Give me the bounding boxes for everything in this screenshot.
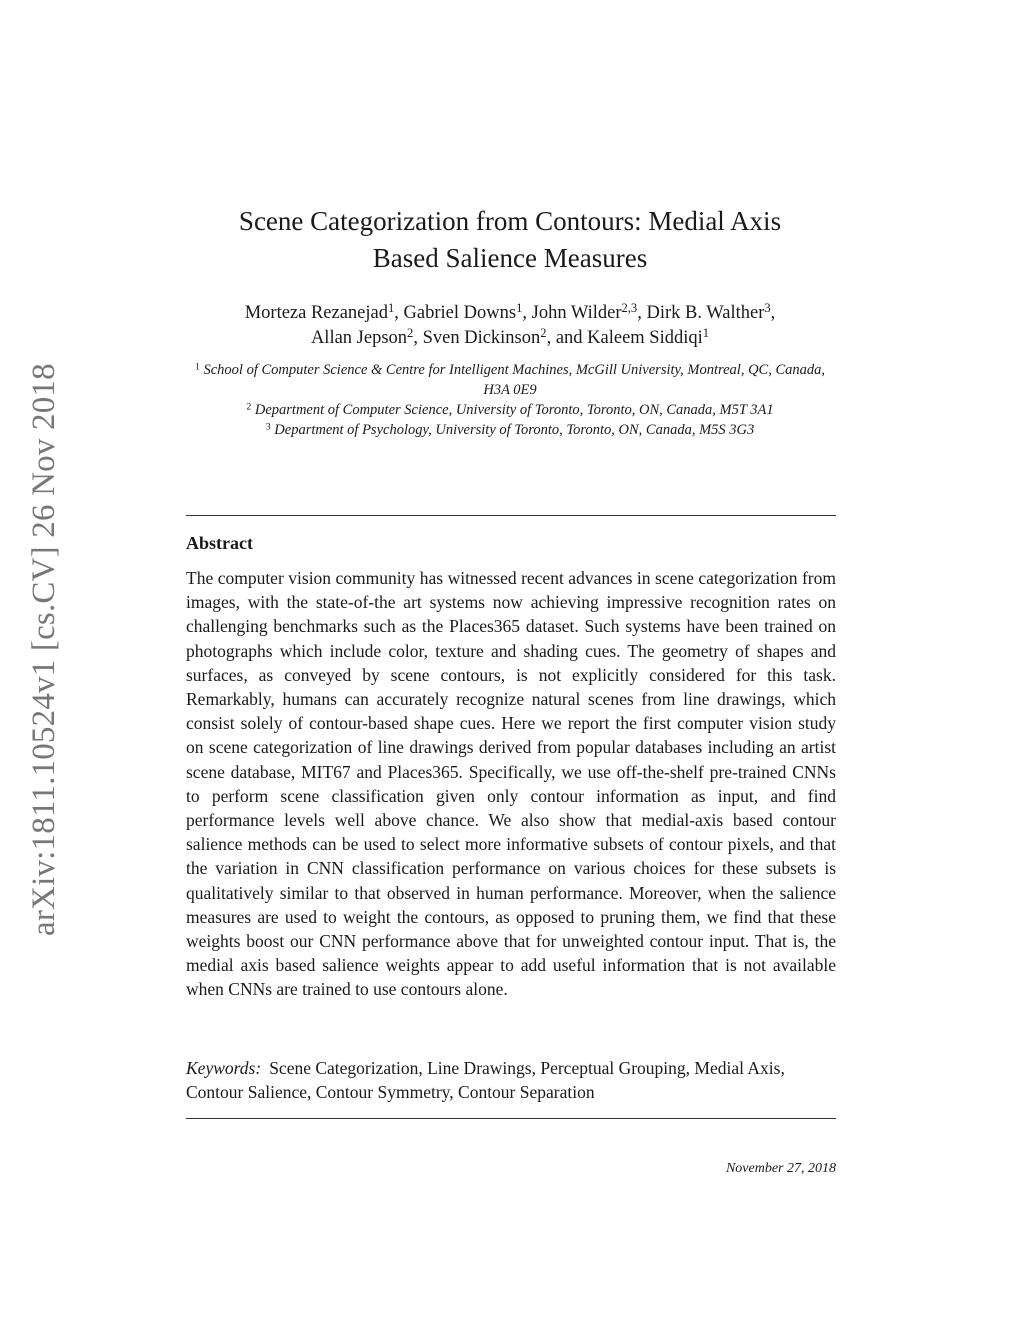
preprint-date: November 27, 2018 (725, 1161, 836, 1176)
affiliation-item (180, 400, 840, 420)
arxiv-identifier-stamp: arXiv:1811.10524v1 [cs.CV] 26 Nov 2018 (26, 363, 62, 936)
author-name: Kaleem Siddiqi (587, 328, 703, 348)
affiliation-list (180, 360, 840, 440)
author-separator: , (770, 303, 776, 323)
paper-title (200, 203, 820, 277)
author-affil-mark: 1 (516, 300, 523, 315)
affiliation-number: 1 (194, 361, 200, 373)
affiliation-text: Department of Psychology, University of Toronto, Toronto, ON, Canada, M5S 3G3 (274, 422, 755, 438)
author-separator: , (394, 303, 404, 323)
author-line-2 (170, 326, 850, 351)
author-name: Allan Jepson (310, 328, 408, 348)
title-line-2: Based Salience Measures (372, 243, 648, 273)
affiliation-text: School of Computer Science & Centre for Intelligent Machines, McGill University, Montreal, QC, Canada, H3A 0E9 (203, 362, 826, 398)
author-affil-mark: 2 (540, 325, 547, 340)
author-list (170, 301, 850, 351)
abstract-top-rule (186, 515, 836, 516)
abstract-heading: Abstract (186, 533, 253, 553)
affiliation-text: Department of Computer Science, University of Toronto, Toronto, ON, Canada, M5T 3A1 (254, 402, 774, 418)
title-line-1: Scene Categorization from Contours: Medial Axis (238, 206, 782, 236)
author-name: John Wilder (531, 303, 622, 323)
author-affil-mark: 1 (702, 325, 710, 340)
author-line-1 (170, 301, 850, 326)
author-separator: , (522, 303, 532, 323)
author-name: Morteza Rezanejad (244, 303, 388, 323)
author-separator: , (413, 328, 423, 348)
author-affil-mark: 2,3 (621, 300, 638, 315)
keywords-block (186, 1056, 836, 1104)
affiliation-number: 3 (265, 421, 271, 433)
author-name: Gabriel Downs (403, 303, 517, 323)
author-name: Sven Dickinson (422, 328, 541, 348)
affiliation-number: 2 (246, 401, 252, 413)
author-name: Dirk B. Walther (646, 303, 765, 323)
abstract-text: The computer vision community has witnessed recent advances in scene categorization from images, with the state-of-the art systems now achieving impressive recognition rates on challenging benchmarks such as the Places365 dataset. Such systems have been trained on photographs which include color, texture and shading cues. The geometry of shapes and surfaces, as conveyed by scene contours, is not explicitly considered for this task. Remarkably, humans can accurately recognize natural scenes from line drawings, which consist solely of contour-based shape cues. Here we report the first computer vision study on scene categorization of line drawings derived from popular databases including an artist scene database, MIT67 and Places365. Specifically, we use off-the-shelf pre-trained CNNs to perform scene classification given only contour information as input, and find performance levels well above chance. We also show that medial-axis based contour salience methods can be used to select more informative subsets of contour pixels, and that the variation in CNN classification performance on various choices for these subsets is qualitatively similar to that observed in human performance. Moreover, when the salience measures are used to weight the contours, as opposed to pruning them, we find that these weights boost our CNN performance above that for unweighted contour input. That is, the medial axis based salience weights appear to add useful information that is not available when CNNs are trained to use contours alone. (186, 568, 836, 1000)
author-separator: , (637, 303, 647, 323)
affiliation-item (180, 360, 840, 400)
author-affil-mark: 2 (407, 325, 414, 340)
author-separator: , and (546, 328, 588, 348)
author-affil-mark: 1 (388, 300, 395, 315)
affiliation-item (180, 420, 840, 440)
keywords-text: Scene Categorization, Line Drawings, Perceptual Grouping, Medial Axis, Contour Salience, Contour Symmetry, Contour Separation (186, 1058, 785, 1102)
keywords-label: Keywords: (186, 1058, 262, 1078)
author-affil-mark: 3 (764, 300, 771, 315)
abstract-bottom-rule (186, 1118, 836, 1119)
